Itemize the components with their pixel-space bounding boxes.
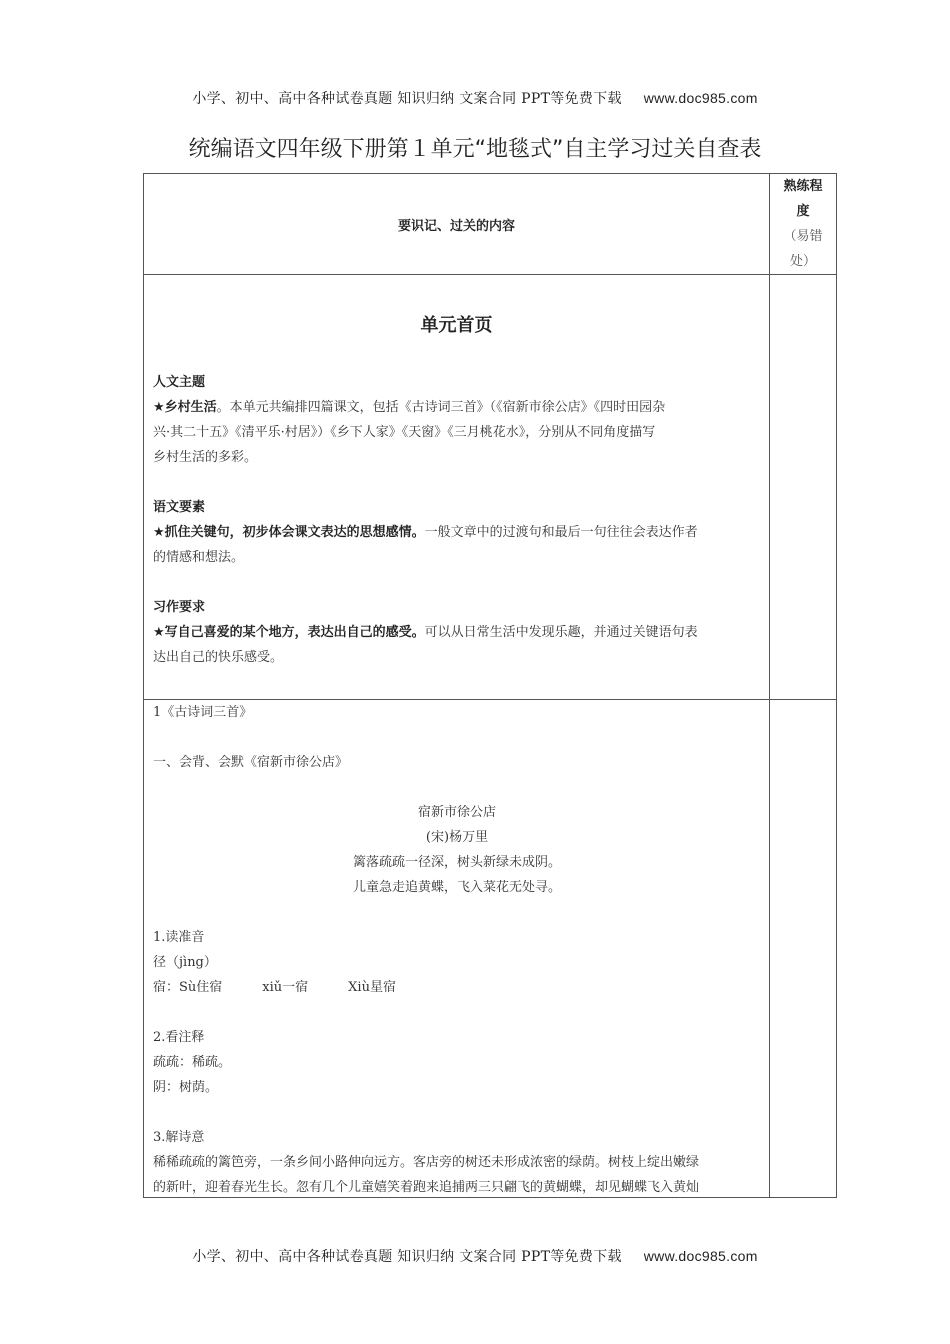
section-recite: 一、会背、会默《宿新市徐公店》: [153, 755, 349, 770]
note2: 阴：树荫。: [153, 1080, 219, 1095]
lang-line1: 一般文章中的过渡句和最后一句往往会表达作者: [424, 525, 698, 540]
lang-paragraph: [153, 520, 761, 545]
footer-banner: [0, 1246, 950, 1266]
theme-label: 人文主题: [153, 375, 206, 390]
header-content-cell: [144, 174, 770, 275]
poem-line1: 篱落疏疏一径深，树头新绿未成阴。: [352, 855, 561, 870]
banner-text: 小学、初中、高中各种试卷真题 知识归纳 文案合同 PPT等免费下载: [192, 91, 622, 107]
header-level-label: [770, 174, 836, 274]
page-title: 统编语文四年级下册第１单元“地毯式”自主学习过关自查表: [188, 137, 762, 162]
unit-page-cell: [144, 275, 770, 700]
lesson-cell: [144, 700, 770, 1198]
poem-title: 宿新市徐公店: [417, 805, 496, 820]
write-paragraph: [153, 620, 761, 645]
table-header-row: [144, 174, 837, 275]
theme-lead: ★乡村生活: [153, 400, 217, 415]
lang-lead: ★抓住关键句，初步体会课文表达的思想感情。: [153, 525, 425, 540]
read-su1: 宿：Sù住宿: [153, 980, 223, 995]
write-line2: 达出自己的快乐感受。: [153, 650, 284, 665]
note1: 疏疏：稀疏。: [153, 1055, 232, 1070]
poem-author: (宋)杨万里: [425, 830, 489, 845]
unit-page-level-cell: [770, 275, 837, 700]
header-level-line2: 度: [796, 204, 810, 219]
poem-block: [153, 800, 761, 900]
header-level-cell: [770, 174, 837, 275]
header-level-line3: （易错: [783, 229, 823, 244]
theme-paragraph: [153, 395, 761, 420]
header-content-label: 要识记、过关的内容: [397, 218, 515, 234]
footer-site-link[interactable]: www.doc985.com: [643, 1248, 758, 1264]
read-label: 1.读准音: [153, 930, 205, 945]
write-lead: ★写自己喜爱的某个地方，表达出自己的感受。: [153, 625, 425, 640]
header-level-line1: 熟练程: [783, 179, 823, 194]
checklist-table: [143, 173, 837, 1198]
poem-line2: 儿童急走追黄蝶，飞入菜花无处寻。: [352, 880, 561, 895]
table-row-unit-page: [144, 275, 837, 700]
lesson-level-cell: [770, 700, 837, 1198]
table-row-lesson-1: [144, 700, 837, 1198]
read-su2: xiǔ一宿: [262, 980, 309, 995]
lesson-title: 1《古诗词三首》: [153, 705, 253, 720]
lang-label: 语文要素: [153, 500, 206, 515]
note-label: 2.看注释: [153, 1030, 205, 1045]
explain-line1: 稀稀疏疏的篱笆旁，一条乡间小路伸向远方。客店旁的树还未形成浓密的绿荫。树枝上绽出嫩绿: [153, 1155, 700, 1170]
theme-line2: 兴·其二十五》《清平乐·村居》）《乡下人家》《天窗》《三月桃花水》，分别从不同角度描写: [153, 425, 656, 440]
banner-site-link[interactable]: www.doc985.com: [643, 90, 758, 106]
lang-line2: 的情感和想法。: [153, 550, 245, 565]
read-su-row: [153, 975, 761, 1000]
read-su3: Xiù星宿: [348, 980, 396, 995]
theme-line3: 乡村生活的多彩。: [153, 450, 258, 465]
theme-line1: 。本单元共编排四篇课文，包括《古诗词三首》（《宿新市徐公店》《四时田园杂: [216, 400, 666, 415]
footer-banner-text: 小学、初中、高中各种试卷真题 知识归纳 文案合同 PPT等免费下载: [192, 1249, 622, 1265]
write-label: 习作要求: [153, 600, 206, 615]
explain-line2: 的新叶，迎着春光生长。忽有几个儿童嬉笑着跑来追捕两三只翩飞的黄蝴蝶，却见蝴蝶飞入黄灿: [153, 1180, 700, 1195]
header-banner: [0, 88, 950, 108]
write-line1: 可以从日常生活中发现乐趣，并通过关键语句表: [424, 625, 698, 640]
explain-label: 3.解诗意: [153, 1130, 205, 1145]
header-level-line4: 处）: [789, 254, 816, 269]
read-jing: 径（jìng）: [153, 955, 217, 970]
unit-page-heading: 单元首页: [420, 315, 493, 336]
